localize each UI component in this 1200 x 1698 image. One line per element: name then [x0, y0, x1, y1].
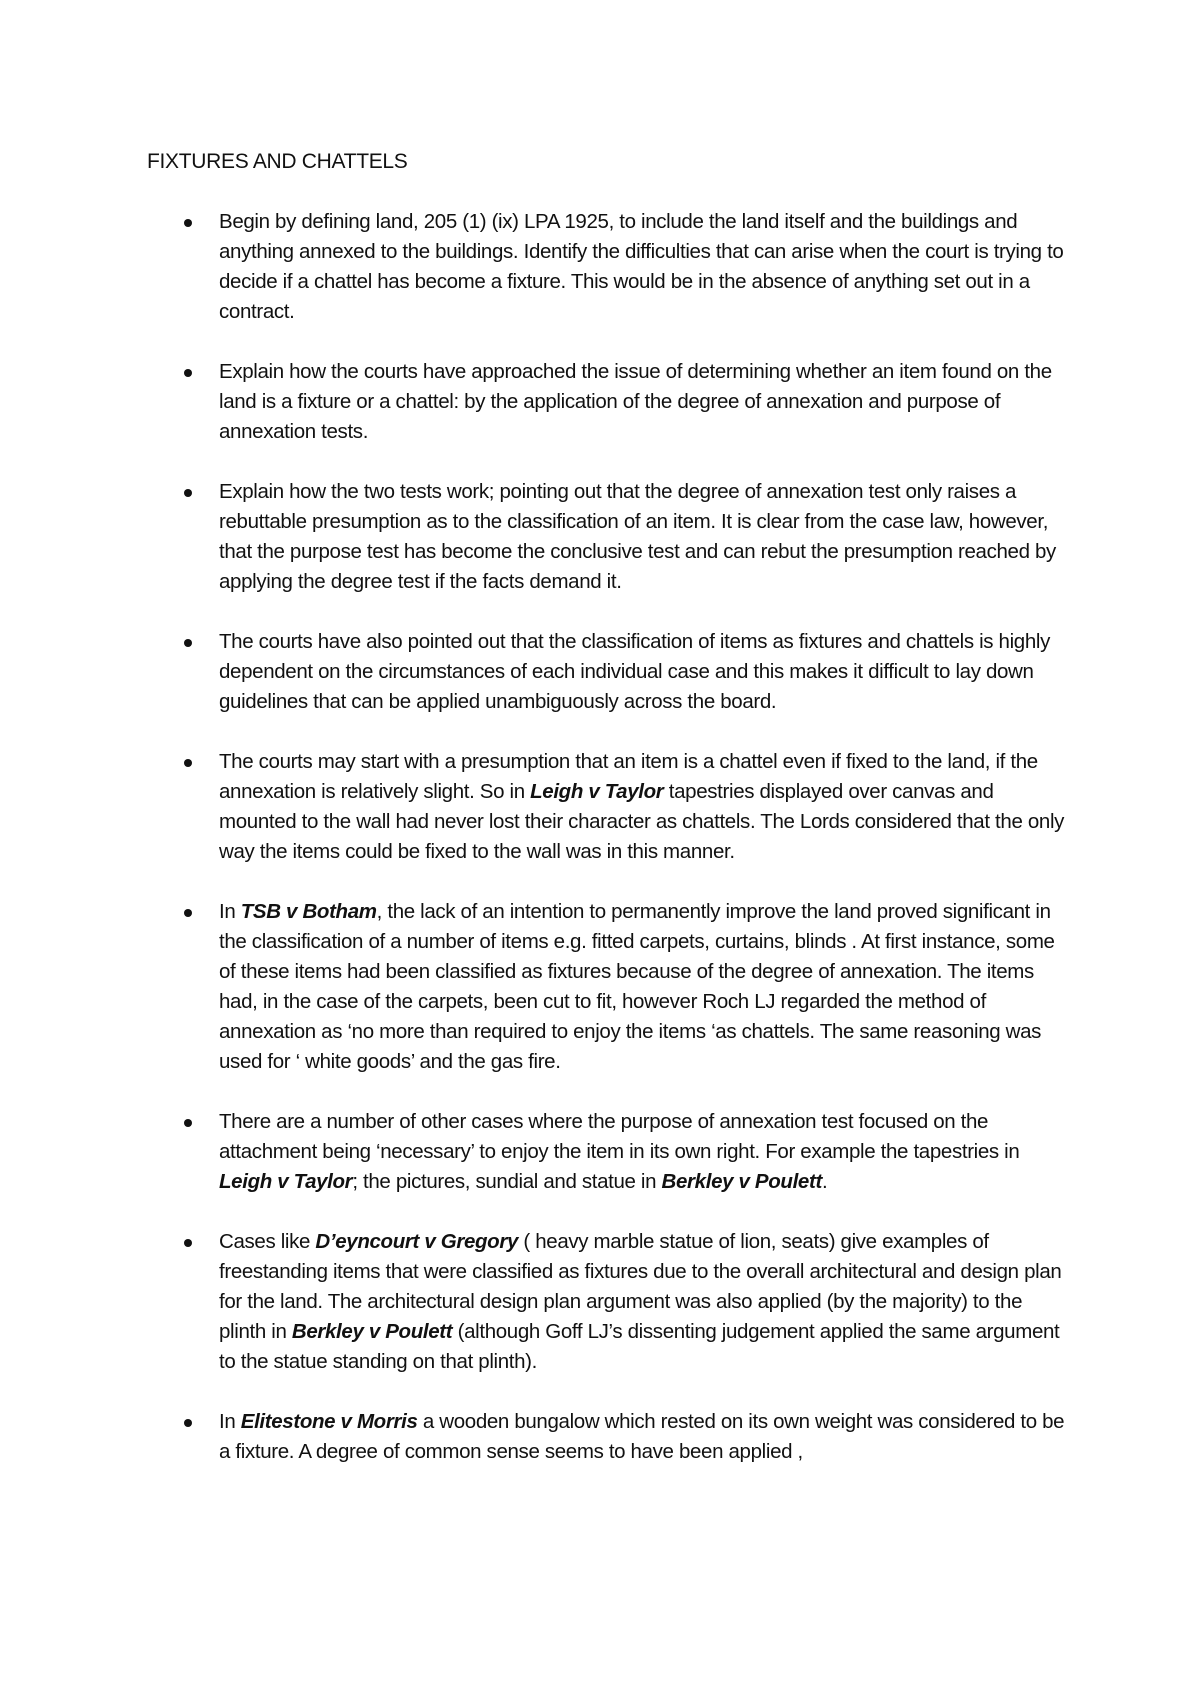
text-segment: There are a number of other cases where the purpose of annexation test focused on the attachment being ‘necessary’ to enjoy the item in its own right. For example the tapestries in: [219, 1110, 1020, 1163]
case-name: Elitestone v Morris: [240, 1410, 418, 1433]
text-segment: Begin by defining land, 205 (1) (ix) LPA 1925, to include the land itself and the buildings and anything annexed to the buildings. Identify the difficulties that can arise when the court is trying to decide if a chattel has become a fixture. This would be in the absence of anything set out in a contract.: [219, 210, 1064, 323]
bullet-icon: [184, 759, 192, 767]
list-item: [0, 747, 1200, 867]
bullet-icon: [184, 909, 192, 917]
case-name: Berkley v Poulett: [661, 1170, 822, 1193]
text-segment: The courts may start with a presumption that an item is a chattel even if fixed to the land, if the annexation is relatively slight. So in: [219, 750, 1038, 803]
list-item: [0, 1227, 1200, 1377]
text-segment: ; the pictures, sundial and statue in: [352, 1170, 662, 1193]
text-segment: (although Goff LJ’s dissenting judgement applied the same argument to the statue standing on that plinth).: [219, 1320, 1060, 1373]
list-item-text: [219, 747, 1065, 867]
text-segment: Cases like: [219, 1230, 316, 1253]
case-name: Leigh v Taylor: [530, 780, 664, 803]
document-title: FIXTURES AND CHATTELS: [147, 150, 408, 173]
bullet-icon: [184, 1239, 192, 1247]
bullet-icon: [184, 489, 192, 497]
text-segment: ( heavy marble statue of lion, seats) give examples of freestanding items that were classified as fixtures due to the overall architectural and design plan for the land. The architectural design plan argument was also applied (by the majority) to the plinth in: [219, 1230, 1062, 1343]
text-segment: The courts have also pointed out that the classification of items as fixtures and chattels is highly dependent on the circumstances of each individual case and this makes it difficult to lay down guidelines that can be applied unambiguously across the board.: [219, 630, 1051, 713]
list-item: [0, 357, 1200, 447]
case-name: TSB v Botham: [240, 900, 377, 923]
list-item: [0, 1407, 1200, 1467]
text-segment: In: [219, 1410, 241, 1433]
bullet-icon: [184, 1119, 192, 1127]
list-item: [0, 1107, 1200, 1197]
bullet-icon: [184, 219, 192, 227]
list-item-text: [219, 897, 1065, 1077]
list-item-text: [219, 1107, 1065, 1197]
list-item-text: [219, 477, 1065, 597]
text-segment: Explain how the two tests work; pointing out that the degree of annexation test only raises a rebuttable presumption as to the classification of an item. It is clear from the case law, however, that the purpose test has become the conclusive test and can rebut the presumption reached by applying the degree test if the facts demand it.: [219, 480, 1056, 593]
list-item: [0, 627, 1200, 717]
list-item-text: [219, 1227, 1065, 1377]
list-item-text: [219, 357, 1065, 447]
text-segment: a wooden bungalow which rested on its own weight was considered to be a fixture. A degree of common sense seems to have been applied ,: [219, 1410, 1065, 1463]
text-segment: , the lack of an intention to permanently improve the land proved significant in the classification of a number of items e.g. fitted carpets, curtains, blinds . At first instance, some of these items had been classified as fixtures because of the degree of annexation. The items had, in the case of the carpets, been cut to fit, however Roch LJ regarded the method of annexation as ‘no more than required to enjoy the items ‘as chattels. The same reasoning was used for ‘ white goods’ and the gas fire.: [219, 900, 1055, 1073]
text-segment: .: [821, 1170, 828, 1193]
bullet-icon: [184, 1419, 192, 1427]
list-item: [0, 897, 1200, 1077]
case-name: D’eyncourt v Gregory: [315, 1230, 519, 1253]
list-item-text: [219, 1407, 1065, 1467]
list-item: [0, 207, 1200, 327]
text-segment: tapestries displayed over canvas and mounted to the wall had never lost their character as chattels. The Lords considered that the only way the items could be fixed to the wall was in this manner.: [219, 780, 1065, 863]
list-item-text: [219, 207, 1065, 327]
list-item: [0, 477, 1200, 597]
text-segment: Explain how the courts have approached the issue of determining whether an item found on the land is a fixture or a chattel: by the application of the degree of annexation and purpose of annexation tests.: [219, 360, 1052, 443]
bullet-icon: [184, 369, 192, 377]
text-segment: In: [219, 900, 241, 923]
bullet-list: [0, 207, 1200, 1497]
bullet-icon: [184, 639, 192, 647]
list-item-text: [219, 627, 1065, 717]
case-name: Leigh v Taylor: [219, 1170, 353, 1193]
case-name: Berkley v Poulett: [291, 1320, 453, 1343]
